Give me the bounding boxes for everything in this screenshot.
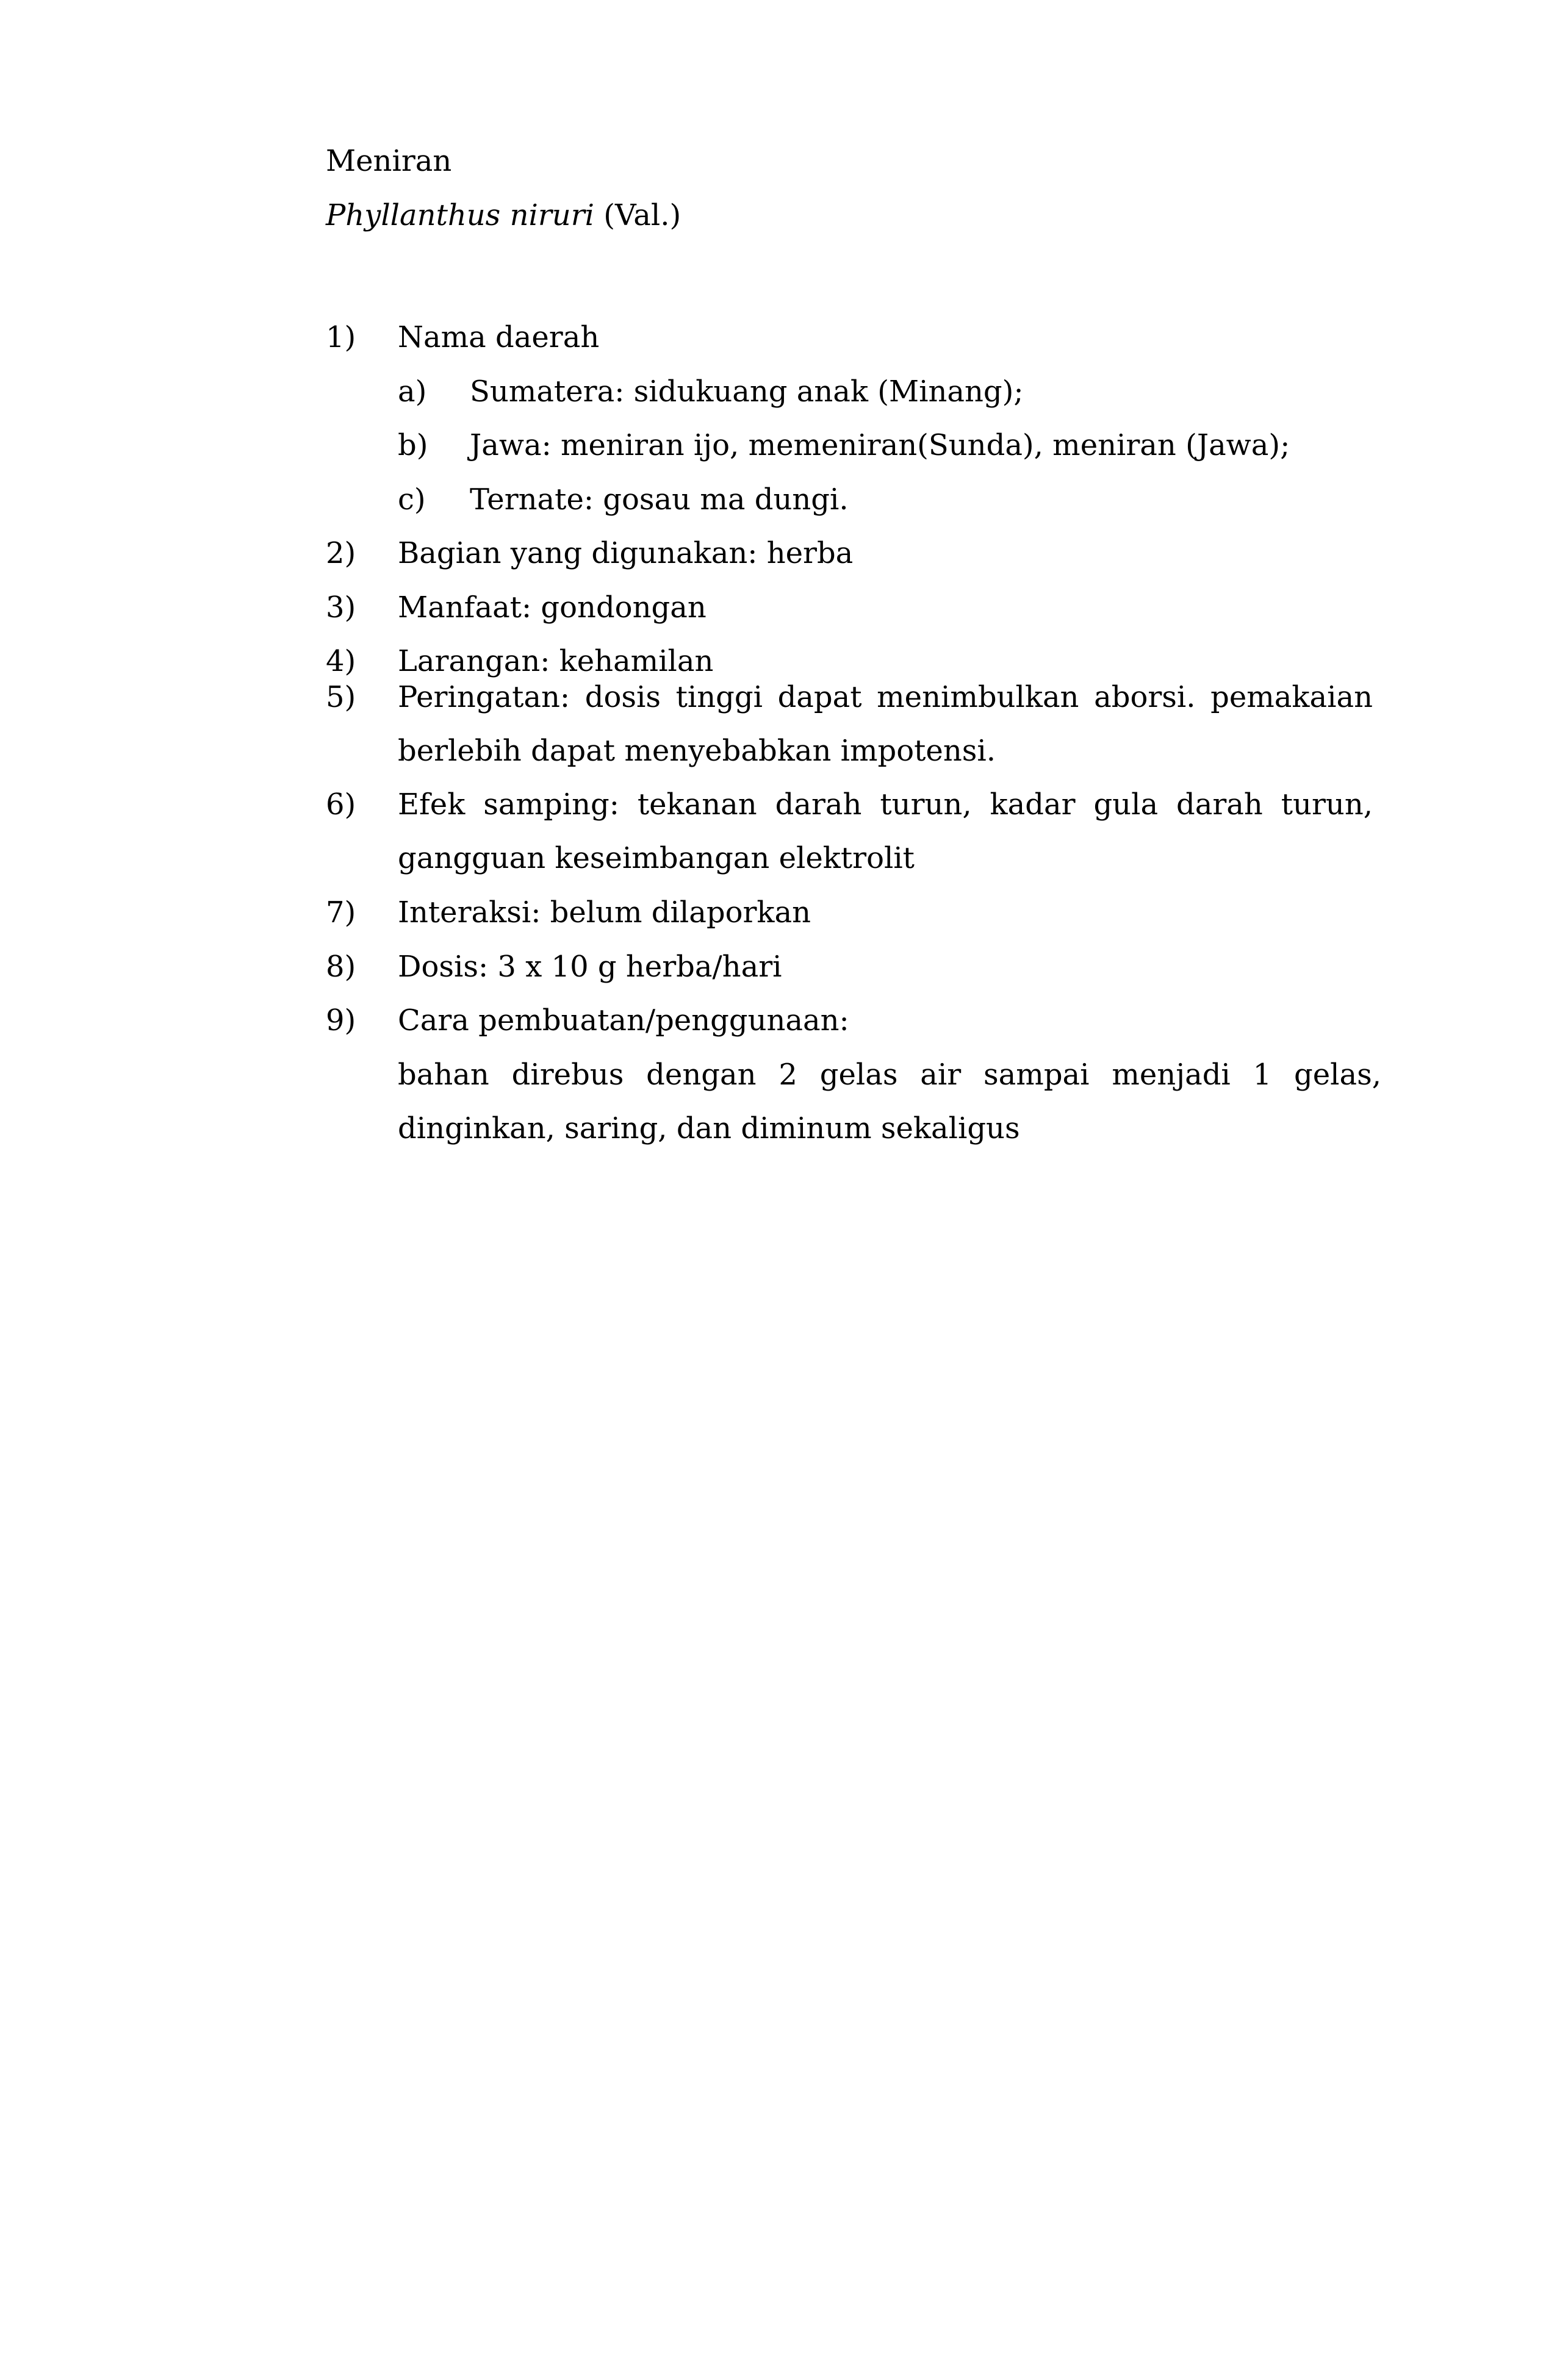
- item-number: 3): [326, 590, 356, 625]
- subitem-letter: b): [398, 428, 428, 462]
- list-item-text-line: gangguan keseimbangan elektrolit: [398, 841, 915, 875]
- list-item-text: Interaksi: belum dilaporkan: [398, 895, 811, 930]
- item-number: 4): [326, 644, 356, 678]
- list-item-text-line: berlebih dapat menyebabkan impotensi.: [398, 734, 996, 768]
- item-number: 7): [326, 895, 356, 930]
- list-item-text: Cara pembuatan/penggunaan:: [398, 1003, 849, 1038]
- item-number: 9): [326, 1003, 356, 1038]
- subitem-text: Jawa: meniran ijo, memeniran(Sunda), meniran (Jawa);: [470, 428, 1290, 462]
- latin-name-line: [326, 197, 681, 234]
- list-item-text: Bagian yang digunakan: herba: [398, 536, 854, 570]
- page-title: Meniran: [326, 144, 452, 178]
- list-item-text: Manfaat: gondongan: [398, 590, 707, 625]
- list-item-text-line: bahan direbus dengan 2 gelas air sampai menjadi 1 gelas,: [398, 1058, 1381, 1092]
- item-number: 2): [326, 536, 356, 570]
- item-number: 5): [326, 680, 356, 714]
- item-number: 8): [326, 950, 356, 984]
- item-number: 6): [326, 787, 356, 822]
- list-item-text: Dosis: 3 x 10 g herba/hari: [398, 950, 782, 984]
- subitem-letter: a): [398, 375, 427, 409]
- list-item-text: Nama daerah: [398, 320, 600, 354]
- latin-author: (Val.): [603, 198, 681, 232]
- latin-name: Phyllanthus niruri: [326, 198, 594, 232]
- item-number: 1): [326, 320, 356, 354]
- list-item-text-line: Efek samping: tekanan darah turun, kadar gula darah turun,: [398, 787, 1373, 822]
- subitem-text: Ternate: gosau ma dungi.: [470, 482, 849, 517]
- subitem-letter: c): [398, 482, 426, 517]
- list-item-text: Larangan: kehamilan: [398, 644, 714, 678]
- list-item-text-line: dinginkan, saring, dan diminum sekaligus: [398, 1111, 1020, 1145]
- list-item-text-line: Peringatan: dosis tinggi dapat menimbulkan aborsi. pemakaian: [398, 680, 1373, 714]
- subitem-text: Sumatera: sidukuang anak (Minang);: [470, 375, 1024, 409]
